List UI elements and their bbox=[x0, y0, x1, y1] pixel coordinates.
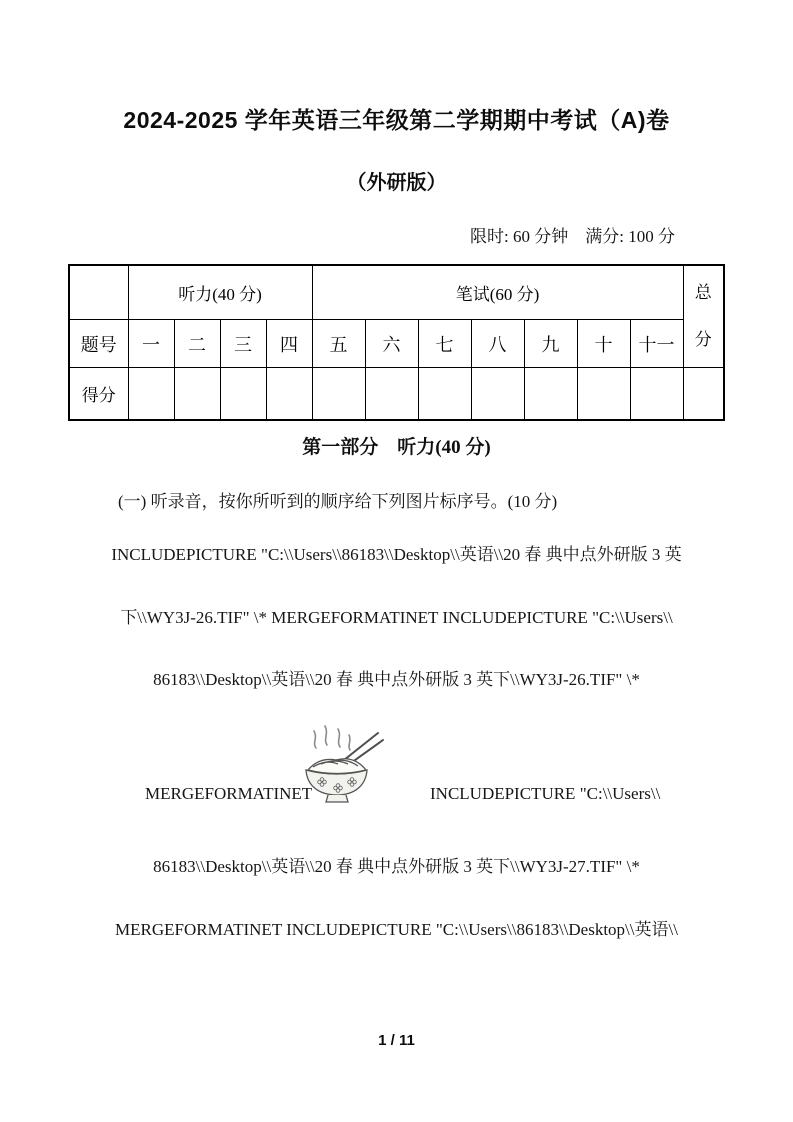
field-code-fragment: INCLUDEPICTURE "C:\\Users\\ bbox=[430, 784, 661, 803]
field-code-line-with-image bbox=[0, 724, 793, 808]
score-input-cell bbox=[128, 368, 174, 421]
question-number-cell: 四 bbox=[266, 320, 312, 368]
field-code-line: 86183\\Desktop\\英语\\20 春 典中点外研版 3 英下\\WY3J-27.TIF" \* bbox=[153, 857, 640, 876]
question-one-instruction: (一) 听录音，按你所听到的顺序给下列图片标序号。(10 分) bbox=[118, 492, 558, 511]
field-code-fragment: MERGEFORMATINET bbox=[145, 784, 313, 803]
score-input-cell bbox=[266, 368, 312, 421]
noodle-bowl-image bbox=[286, 724, 388, 808]
score-input-cell bbox=[471, 368, 524, 421]
field-code-line: INCLUDEPICTURE "C:\\Users\\86183\\Desktop\\英语\\20 春 典中点外研版 3 英 bbox=[111, 545, 682, 564]
page-title: 2024-2025 学年英语三年级第二学期期中考试（A)卷 bbox=[123, 107, 670, 133]
total-score-header bbox=[683, 265, 724, 368]
total-score-input-cell bbox=[683, 368, 724, 421]
question-number-cell: 十 bbox=[577, 320, 630, 368]
score-input-cell bbox=[630, 368, 683, 421]
question-number-cell: 九 bbox=[524, 320, 577, 368]
field-code-line: 下\\WY3J-26.TIF" \* MERGEFORMATINET INCLUDEPICTURE "C:\\Users\\ bbox=[120, 608, 673, 627]
score-input-cell bbox=[418, 368, 471, 421]
total-header-top-char: 总 bbox=[694, 283, 712, 303]
score-input-cell bbox=[577, 368, 630, 421]
score-input-cell bbox=[524, 368, 577, 421]
total-header-gap bbox=[684, 304, 724, 330]
score-input-cell bbox=[365, 368, 418, 421]
score-input-cell bbox=[220, 368, 266, 421]
written-section-header: 笔试(60 分) bbox=[312, 265, 683, 320]
question-number-cell: 五 bbox=[312, 320, 365, 368]
score-input-cell bbox=[312, 368, 365, 421]
total-header-bottom-char: 分 bbox=[694, 329, 712, 349]
score-row-label: 得分 bbox=[69, 368, 128, 421]
page-number: 1 / 11 bbox=[378, 1032, 415, 1049]
part-one-heading: 第一部分 听力(40 分) bbox=[302, 437, 491, 458]
field-code-line: MERGEFORMATINET INCLUDEPICTURE "C:\\Users\\86183\\Desktop\\英语\\ bbox=[115, 920, 678, 939]
question-number-cell: 十一 bbox=[630, 320, 683, 368]
time-and-score-limits: 限时: 60 分钟 满分: 100 分 bbox=[470, 227, 675, 246]
question-number-cell: 七 bbox=[418, 320, 471, 368]
page-subtitle: （外研版） bbox=[346, 172, 447, 194]
question-row-label: 题号 bbox=[69, 320, 128, 368]
question-number-cell: 八 bbox=[471, 320, 524, 368]
question-number-cell: 六 bbox=[365, 320, 418, 368]
field-code-line: 86183\\Desktop\\英语\\20 春 典中点外研版 3 英下\\WY3J-26.TIF" \* bbox=[153, 670, 640, 689]
question-number-cell: 二 bbox=[174, 320, 220, 368]
score-input-cell bbox=[174, 368, 220, 421]
table-corner-cell bbox=[69, 265, 128, 320]
score-summary-table bbox=[68, 264, 725, 421]
question-number-cell: 三 bbox=[220, 320, 266, 368]
question-number-cell: 一 bbox=[128, 320, 174, 368]
listening-section-header: 听力(40 分) bbox=[128, 265, 312, 320]
